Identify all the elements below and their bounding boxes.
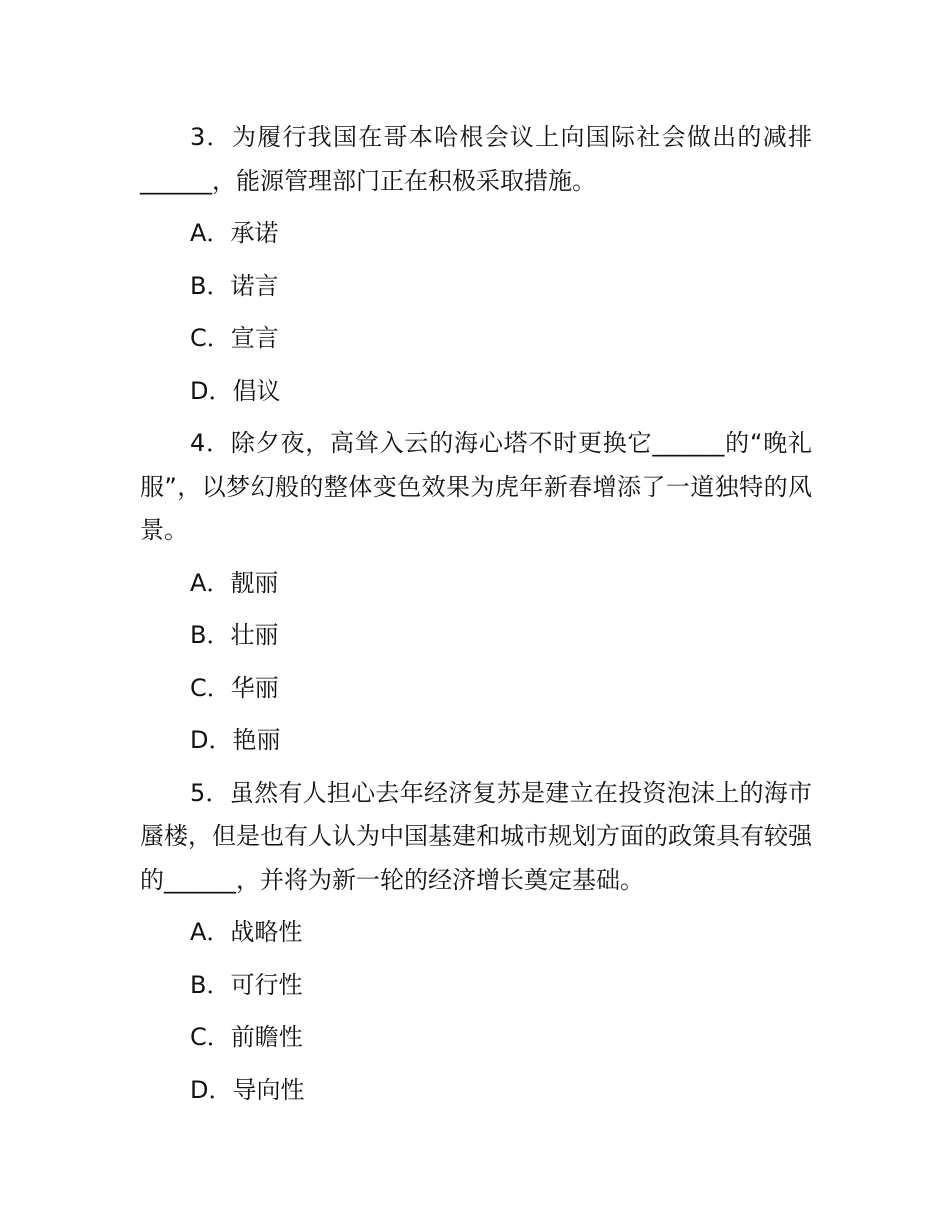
- option-a: A．靓丽: [190, 568, 279, 597]
- option-c: C．宣言: [190, 324, 279, 352]
- option-b: B．诺言: [190, 271, 279, 300]
- option-b: B．壮丽: [190, 621, 279, 649]
- option-c: C．华丽: [190, 673, 279, 702]
- option-list: [140, 212, 812, 413]
- question-text: 3．为履行我国在哥本哈根会议上向国际社会做出的减排______，能源管理部门正在积极采取措施。: [140, 123, 812, 195]
- document-page: [140, 116, 812, 1121]
- question-5: [140, 772, 812, 1113]
- question-text: 5．虽然有人担心去年经济复苏是建立在投资泡沫上的海市蜃楼，但是也有人认为中国基建和城市规划方面的政策具有较强的______，并将为新一轮的经济增长奠定基础。: [140, 778, 812, 894]
- option-c: C．前瞻性: [190, 1023, 303, 1051]
- option-a: A．承诺: [190, 219, 279, 247]
- question-3: [140, 116, 812, 413]
- option-b: B．可行性: [190, 970, 303, 999]
- option-list: [140, 911, 812, 1112]
- option-d: D．倡议: [190, 376, 281, 405]
- option-d: D．导向性: [190, 1075, 305, 1104]
- option-list: [140, 562, 812, 763]
- option-d: D．艳丽: [190, 726, 281, 754]
- option-a: A．战略性: [190, 918, 303, 946]
- question-4: [140, 422, 812, 763]
- question-text: 4．除夕夜，高耸入云的海心塔不时更换它______的“晚礼服”，以梦幻般的整体变色效果为虎年新春增添了一道独特的风景。: [140, 429, 812, 544]
